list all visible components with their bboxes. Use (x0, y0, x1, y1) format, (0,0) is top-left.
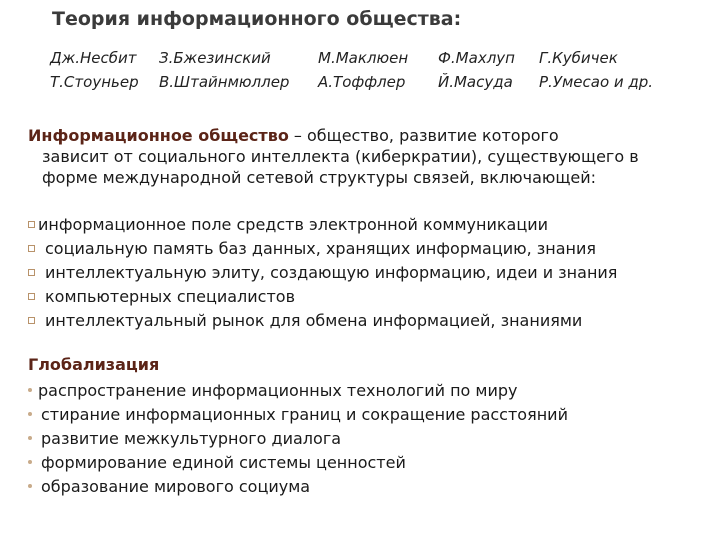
list-item-text: формирование единой системы ценностей (41, 452, 406, 472)
list-item-text: информационное поле средств электронной коммуникации (38, 214, 549, 234)
list-item (28, 378, 698, 402)
dot-bullet-icon (28, 460, 32, 464)
list-item-text: социальную память баз данных, хранящих информацию, знания (45, 238, 597, 258)
list-item-text: распространение информационных технологий по миру (38, 380, 518, 400)
dot-bullet-icon (28, 388, 32, 392)
list-item (28, 284, 698, 308)
list-item (28, 212, 698, 236)
author-name: Й.Масуда (438, 73, 513, 91)
info-society-list (28, 212, 698, 332)
authors-column (438, 46, 515, 94)
author-name: З.Бжезинский (159, 49, 271, 67)
author-name: Дж.Несбит (50, 49, 137, 67)
list-item (28, 308, 698, 332)
list-item-text: стирание информационных границ и сокращение расстояний (41, 404, 568, 424)
author-name: Р.Умесао и др. (539, 73, 654, 91)
square-bullet-icon (28, 317, 35, 324)
authors-column (50, 46, 139, 94)
square-bullet-icon (28, 221, 35, 228)
author-name: Г.Кубичек (539, 49, 618, 67)
list-item-text: компьютерных специалистов (45, 286, 296, 306)
list-item (28, 474, 698, 498)
list-item (28, 236, 698, 260)
list-item-text: развитие межкультурного диалога (41, 428, 342, 448)
definition-paragraph (28, 125, 683, 188)
dot-bullet-icon (28, 436, 32, 440)
square-bullet-icon (28, 293, 35, 300)
dot-bullet-icon (28, 484, 32, 488)
author-name: А.Тоффлер (318, 73, 406, 91)
square-bullet-icon (28, 269, 35, 276)
author-name: М.Маклюен (318, 49, 409, 67)
list-item-text: интеллектуальную элиту, создающую информацию, идеи и знания (45, 262, 618, 282)
authors-column (318, 46, 408, 94)
page-title: Теория информационного общества: (52, 8, 462, 30)
definition-first-line: – общество, развитие которого (288, 126, 559, 145)
list-item-text: образование мирового социума (41, 476, 311, 496)
author-name: Ф.Махлуп (438, 49, 515, 67)
square-bullet-icon (28, 245, 35, 252)
author-name: В.Штайнмюллер (159, 73, 290, 91)
list-item (28, 450, 698, 474)
globalization-heading: Глобализация (28, 355, 160, 374)
globalization-list (28, 378, 698, 498)
list-item (28, 260, 698, 284)
list-item-text: интеллектуальный рынок для обмена информацией, знаниями (45, 310, 583, 330)
authors-column (159, 46, 289, 94)
definition-text: зависит от социального интеллекта (киберкратии), существующего в форме международной сетевой структуры связей, включающей: (42, 147, 639, 187)
list-item (28, 402, 698, 426)
list-item (28, 426, 698, 450)
author-name: Т.Стоуньер (50, 73, 139, 91)
dot-bullet-icon (28, 412, 32, 416)
authors-column (539, 46, 653, 94)
definition-term: Информационное общество (28, 126, 289, 145)
